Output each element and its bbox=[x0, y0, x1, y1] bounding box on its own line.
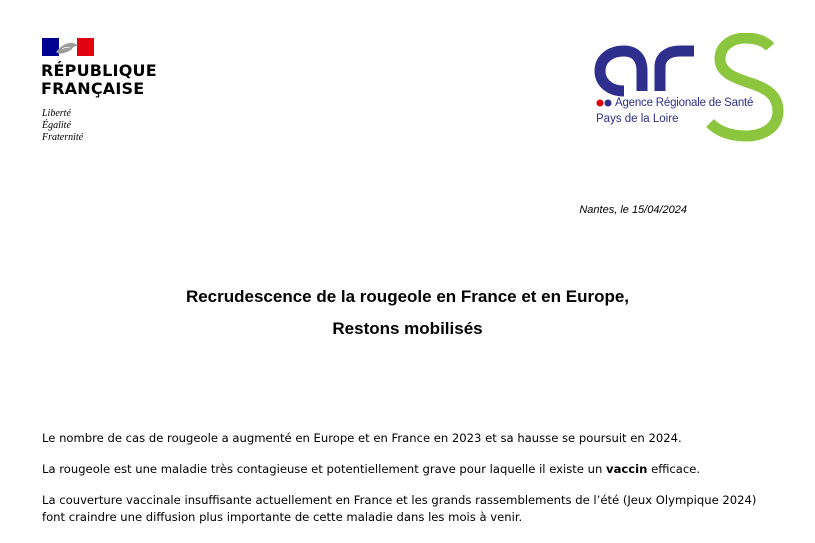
document-title-line1: Recrudescence de la rougeole en France et en Europe, bbox=[185, 287, 630, 306]
document-date: Nantes, le 15/04/2024 bbox=[579, 204, 687, 216]
republique-francaise-marianne-logo bbox=[42, 38, 94, 56]
republique-line1: RÉPUBLIQUE bbox=[41, 61, 157, 80]
motto-egalite: Égalité bbox=[42, 120, 71, 131]
paragraph-cases: Le nombre de cas de rougeole a augmenté en Europe et en France en 2023 et sa hausse se poursuit en 2024. bbox=[42, 431, 682, 445]
motto-liberte: Liberté bbox=[42, 108, 71, 119]
ars-logo bbox=[590, 33, 790, 143]
ars-region-label: Pays de la Loire bbox=[596, 113, 679, 125]
paragraph-contagious-end: efficace. bbox=[651, 462, 701, 476]
document-title-line2: Restons mobilisés bbox=[332, 319, 483, 338]
paragraph-coverage-line1: La couverture vaccinale insuffisante actuellement en France et les grands rassemblements de l’été (Jeux Olympique 2024) bbox=[42, 493, 757, 507]
vaccin-emphasis: vaccin bbox=[606, 462, 648, 476]
republique-francaise-name bbox=[41, 62, 157, 98]
paragraph-contagious-text: La rougeole est une maladie très contagieuse et potentiellement grave pour laquelle il existe un bbox=[42, 462, 603, 476]
motto-fraternite: Fraternité bbox=[42, 132, 84, 143]
republique-line2: FRANÇAISE bbox=[41, 79, 145, 98]
paragraph-coverage bbox=[42, 492, 782, 526]
ars-agence-label: Agence Régionale de Santé bbox=[615, 97, 754, 109]
paragraph-contagious bbox=[42, 461, 782, 478]
paragraph-coverage-line2: font craindre une diffusion plus importante de cette maladie dans les mois à venir. bbox=[42, 510, 523, 524]
republique-motto bbox=[42, 108, 83, 144]
